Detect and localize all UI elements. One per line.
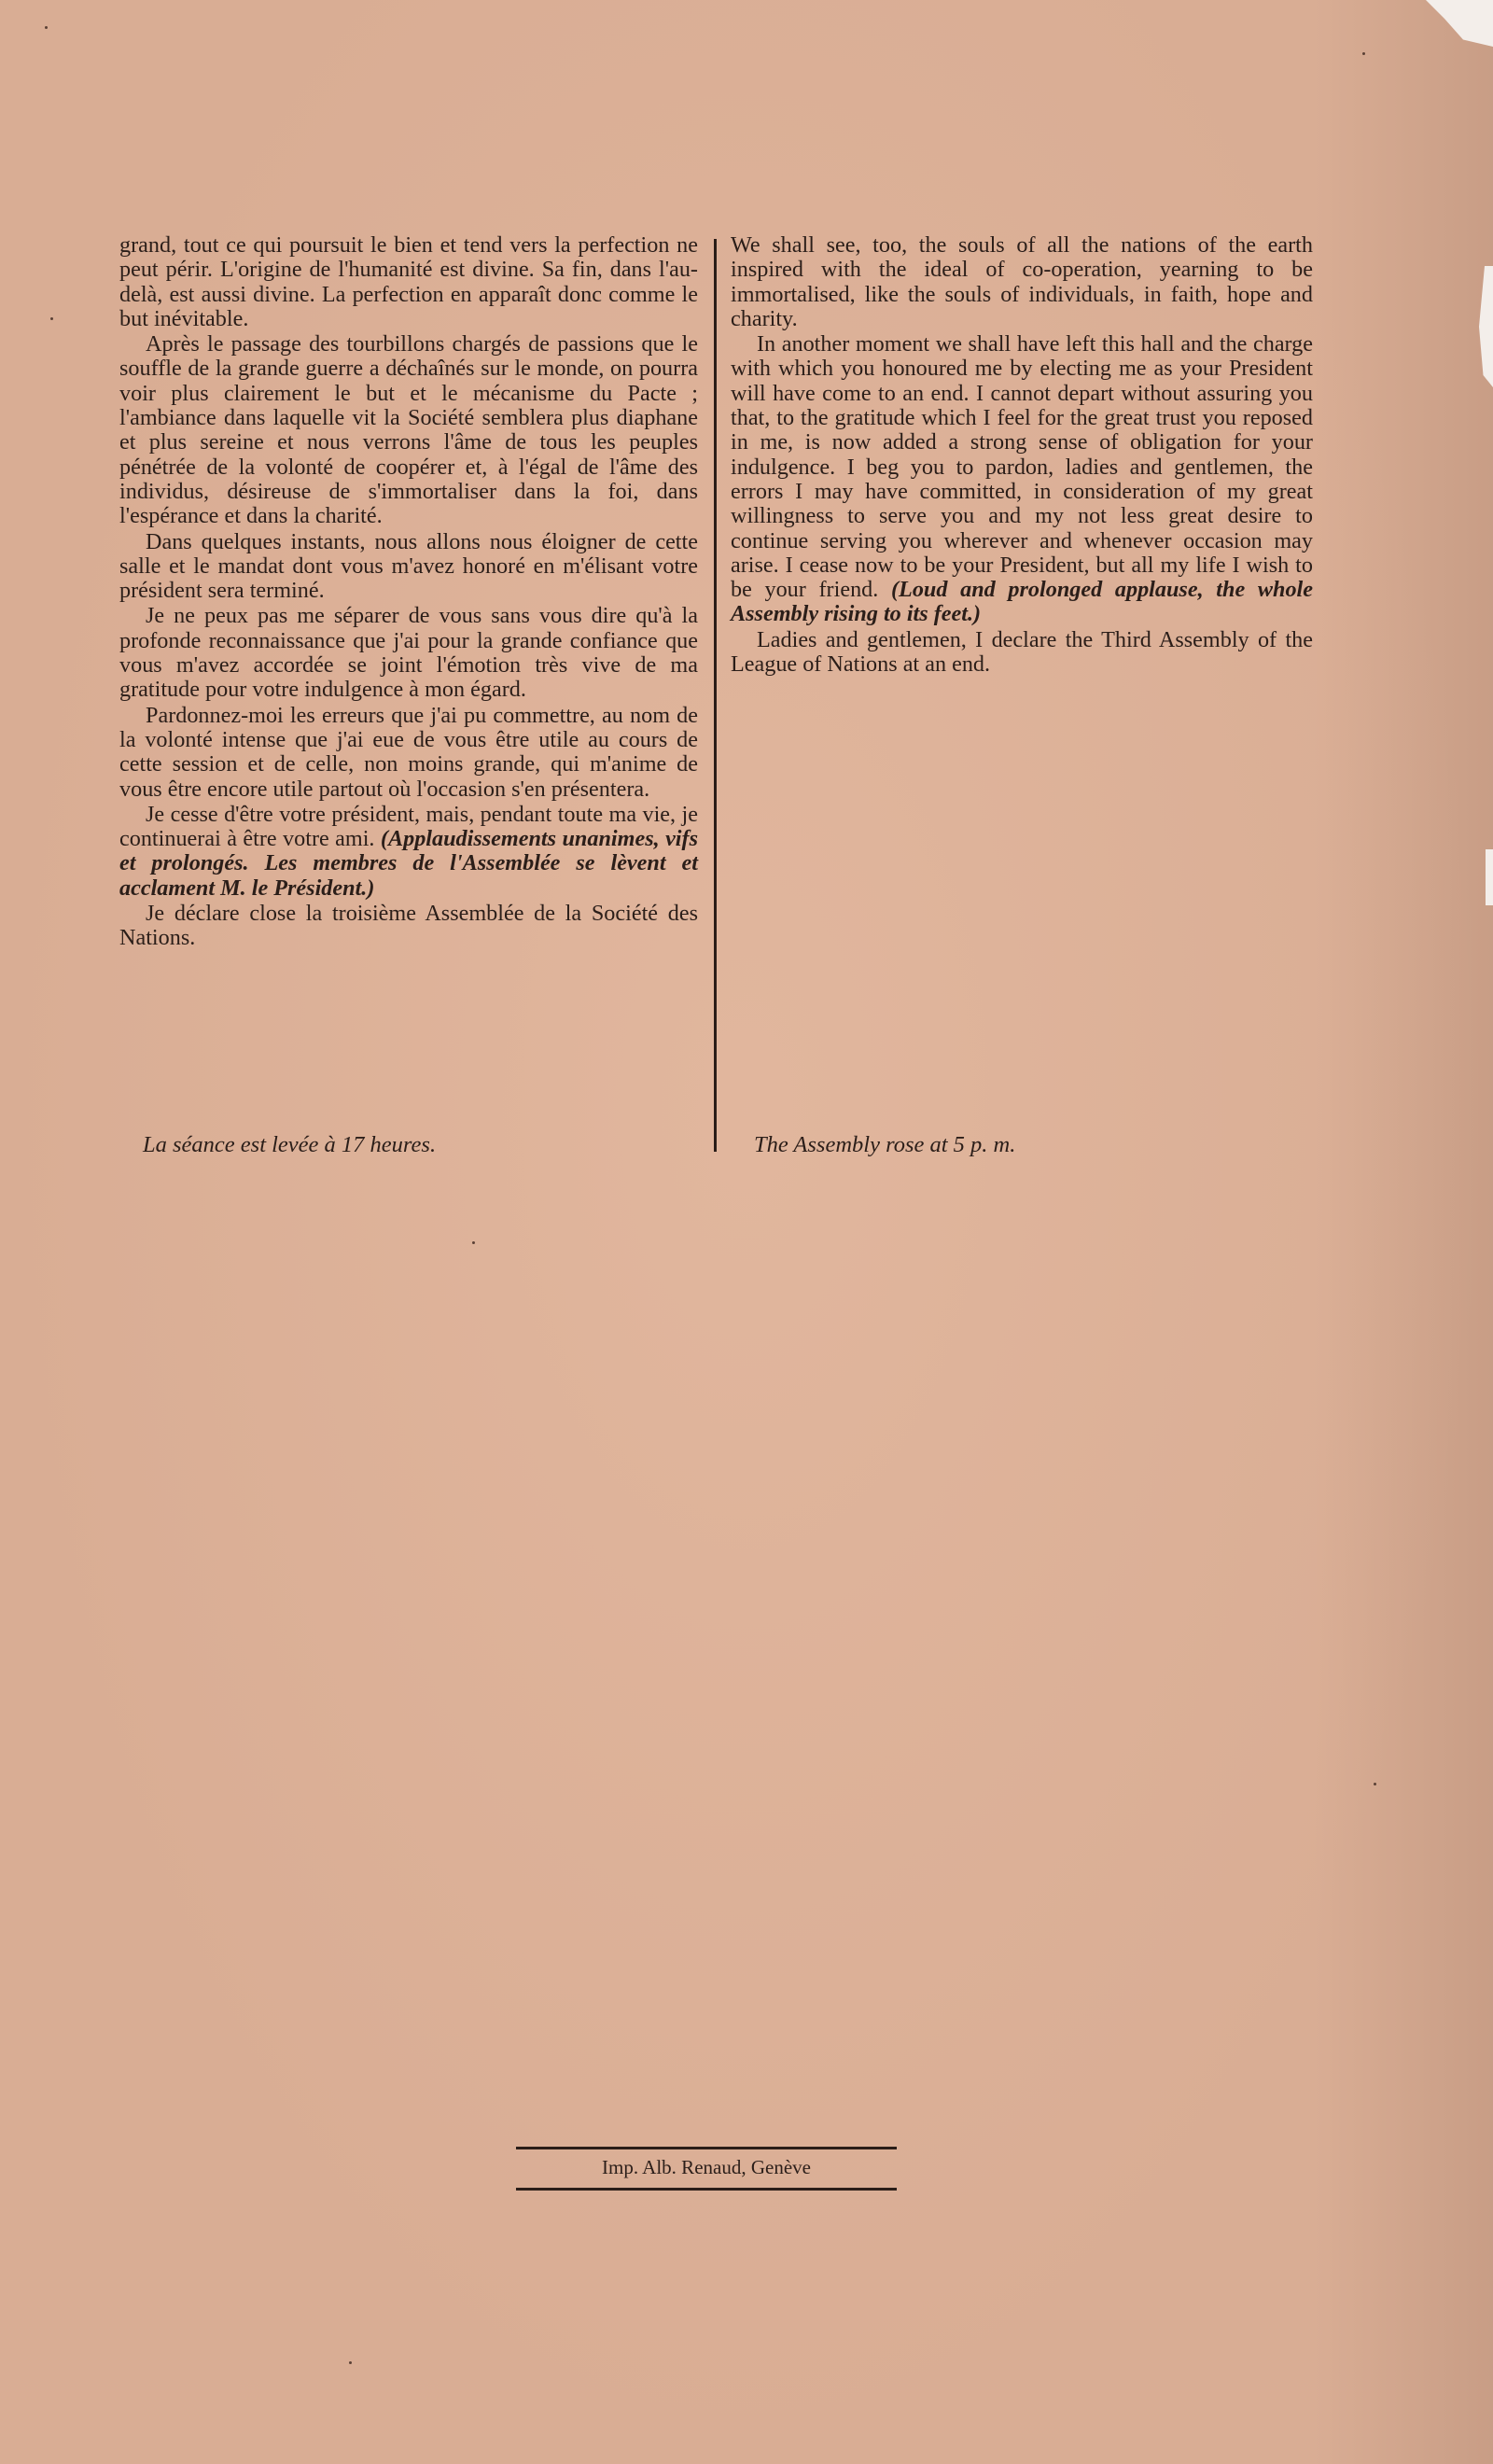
paragraph-text: In another moment we shall have left this hall and the charge with which you honoured me by electing me as your President will have come to an end. I cannot depart without assuring you that, to the gratitude which I feel for the great trust you reposed in me, is now added a strong sense of obligation for your indulgence. I beg you to pardon, ladies and gentlemen, the errors I may have committed, in consideration of my great willingness to serve you and my not less great desire to continue serving you wherever and whenever occasion may arise. I cease now to be your President, but all my life I wish to be your friend. [731,331,1313,603]
applause-note: (Loud and prolonged applause, the whole Assembly rising to its feet.) [731,577,1314,627]
french-column [119,233,698,951]
adjournment-note-en: The Assembly rose at 5 p. m. [754,1132,1016,1157]
column-divider [714,239,717,1152]
closing-declaration: Ladies and gentlemen, I declare the Third Assembly of the League of Nations at an end. [731,626,1313,678]
closing-declaration: Je déclare close la troisième Assemblée de la Société des Nations. [119,901,698,951]
torn-edge [1486,849,1493,905]
paper-speck [50,317,53,320]
adjournment-note-fr: La séance est levée à 17 heures. [143,1132,437,1157]
footer-rule-bottom [516,2188,897,2191]
paragraph: Je ne peux pas me séparer de vous sans vous dire qu'à la profonde reconnaissance que j'ai pour la grande confiance que vous m'avez accordée se joint l'émotion très vive de ma gratitude pour votre indulgence à mon égard. [119,603,698,703]
paper-speck [349,2361,352,2364]
paper-speck [472,1241,475,1244]
printer-imprint: Imp. Alb. Renaud, Genève [602,2156,811,2178]
paper-speck [1374,1783,1376,1785]
paragraph: Après le passage des tourbillons chargés de passions que le souffle de la grande guerre a déchaînés sur le monde, on pourra voir plus clairement le but et le mécanisme du Pacte ; l'ambiance dans laquelle vit la Société semblera plus diaphane et plus sereine et nous verrons l'âme de tous les peuples pénétrée de la volonté de coopérer et, à l'égal de l'âme des individus, désireuse de s'immortaliser dans la foi, dans l'espérance et dans la charité. [119,331,698,529]
paragraph [731,332,1313,627]
paragraph: We shall see, too, the souls of all the nations of the earth inspired with the ideal of co-operation, yearning to be immortalised, like the souls of individuals, in faith, hope and charity. [731,232,1313,331]
paragraph [119,803,698,901]
footer-rule-top [516,2147,897,2149]
paragraph: Pardonnez-moi les erreurs que j'ai pu commettre, au nom de la volonté intense que j'ai eue de vous être utile au cours de cette session et de celle, non moins grande, qui m'anime de vous être encore utile partout où l'occasion s'en présentera. [119,702,698,802]
applause-note: (Applaudissements unanimes, vifs et prolongés. Les membres de l'Assemblée se lèvent et acclament M. le Président.) [119,826,698,901]
paragraph: Dans quelques instants, nous allons nous éloigner de cette salle et le mandat dont vous m'avez honoré en m'élisant votre président sera terminé. [119,528,698,604]
paper-speck [45,26,48,29]
paragraph-text: Je cesse d'être votre président, mais, pendant toute ma vie, je continuerai à être votre ami. [119,801,698,852]
paper-speck [1362,52,1365,55]
paragraph: grand, tout ce qui poursuit le bien et tend vers la perfection ne peut périr. L'origine de l'humanité est divine. Sa fin, dans l'au-delà, est aussi divine. La perfection en apparaît donc comme le but inévitable. [119,232,698,331]
english-column [731,233,1313,677]
